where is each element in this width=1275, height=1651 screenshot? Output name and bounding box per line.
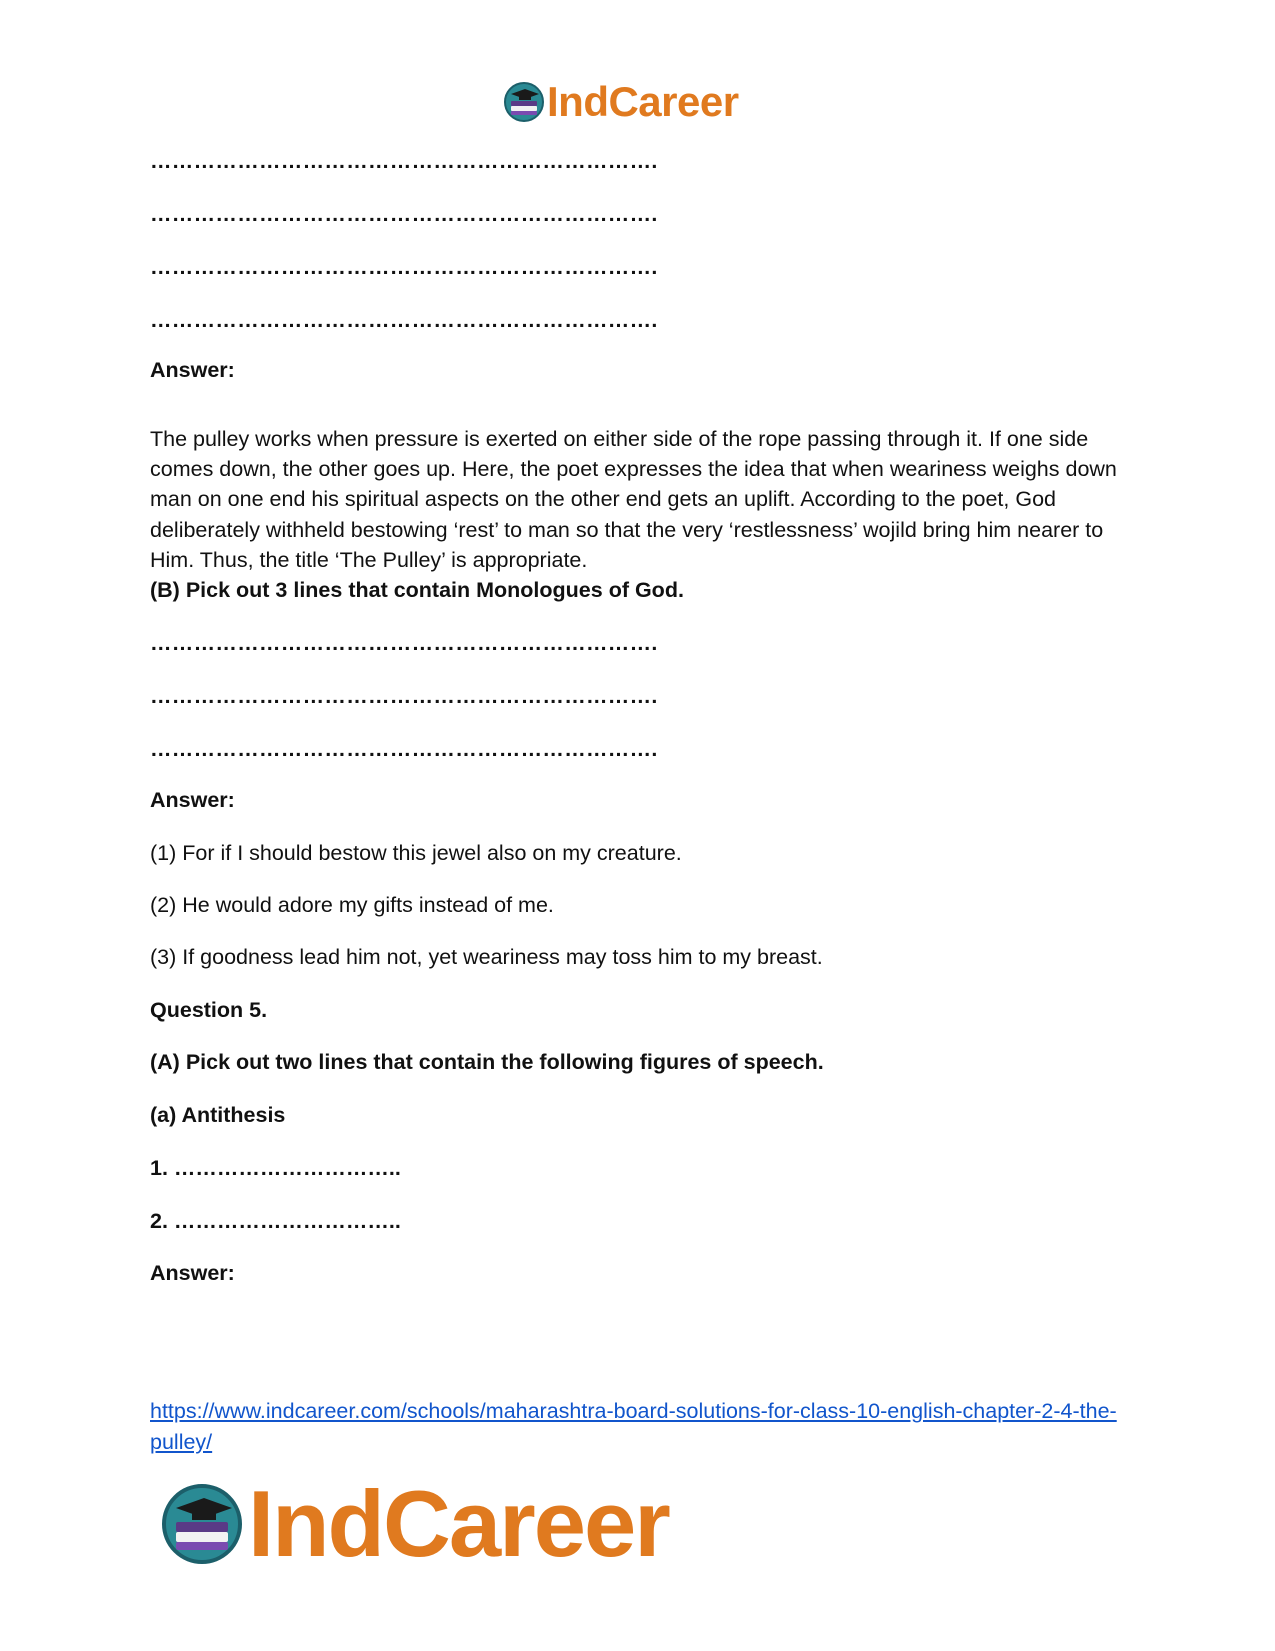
blank-line: …………………………………………………………….: [150, 308, 658, 332]
answer-label: Answer:: [150, 358, 235, 382]
answer-item: (2) He would adore my gifts instead of me.: [150, 893, 554, 917]
question-5-sub-a: (a) Antithesis: [150, 1103, 286, 1127]
answer-label: Answer:: [150, 788, 235, 812]
logo-wordmark: IndCareer: [547, 78, 739, 125]
question-b-heading: (B) Pick out 3 lines that contain Monologues of God.: [150, 578, 684, 602]
source-url-link[interactable]: https://www.indcareer.com/schools/maharashtra-board-solutions-for-class-10-english-chapter-2-4-the-pulley/: [150, 1399, 1117, 1454]
blank-line: …………………………………………………………….: [150, 631, 658, 655]
numbered-blank: 2. …………………………..: [150, 1209, 401, 1233]
question-5-title: Question 5.: [150, 998, 268, 1022]
numbered-blank: 1. …………………………..: [150, 1156, 401, 1180]
header-logo: [503, 78, 739, 126]
blank-line: …………………………………………………………….: [150, 149, 658, 173]
footer-logo: [160, 1470, 669, 1578]
answer-item: (1) For if I should bestow this jewel also on my creature.: [150, 841, 682, 865]
graduation-book-icon: [160, 1482, 244, 1566]
blank-line: …………………………………………………………….: [150, 684, 658, 708]
blank-line: …………………………………………………………….: [150, 737, 658, 761]
answer-label: Answer:: [150, 1261, 235, 1285]
blank-line: …………………………………………………………….: [150, 202, 658, 226]
question-5-part-a: (A) Pick out two lines that contain the following figures of speech.: [150, 1050, 824, 1074]
logo-wordmark: IndCareer: [248, 1471, 669, 1576]
answer-paragraph: The pulley works when pressure is exerted on either side of the rope passing through it. If one side comes down, the other goes up. Here, the poet expresses the idea that when weariness weighs down man on one end his spiritual aspects on the other end gets an uplift. According to the poet, God deliberately withheld bestowing ‘rest’ to man so that the very ‘restlessness’ wojild bring him nearer to Him. Thus, the title ‘The Pulley’ is appropriate.: [150, 427, 1117, 572]
answer-item: (3) If goodness lead him not, yet weariness may toss him to my breast.: [150, 945, 823, 969]
blank-line: …………………………………………………………….: [150, 255, 658, 279]
graduation-book-icon: [503, 81, 545, 123]
